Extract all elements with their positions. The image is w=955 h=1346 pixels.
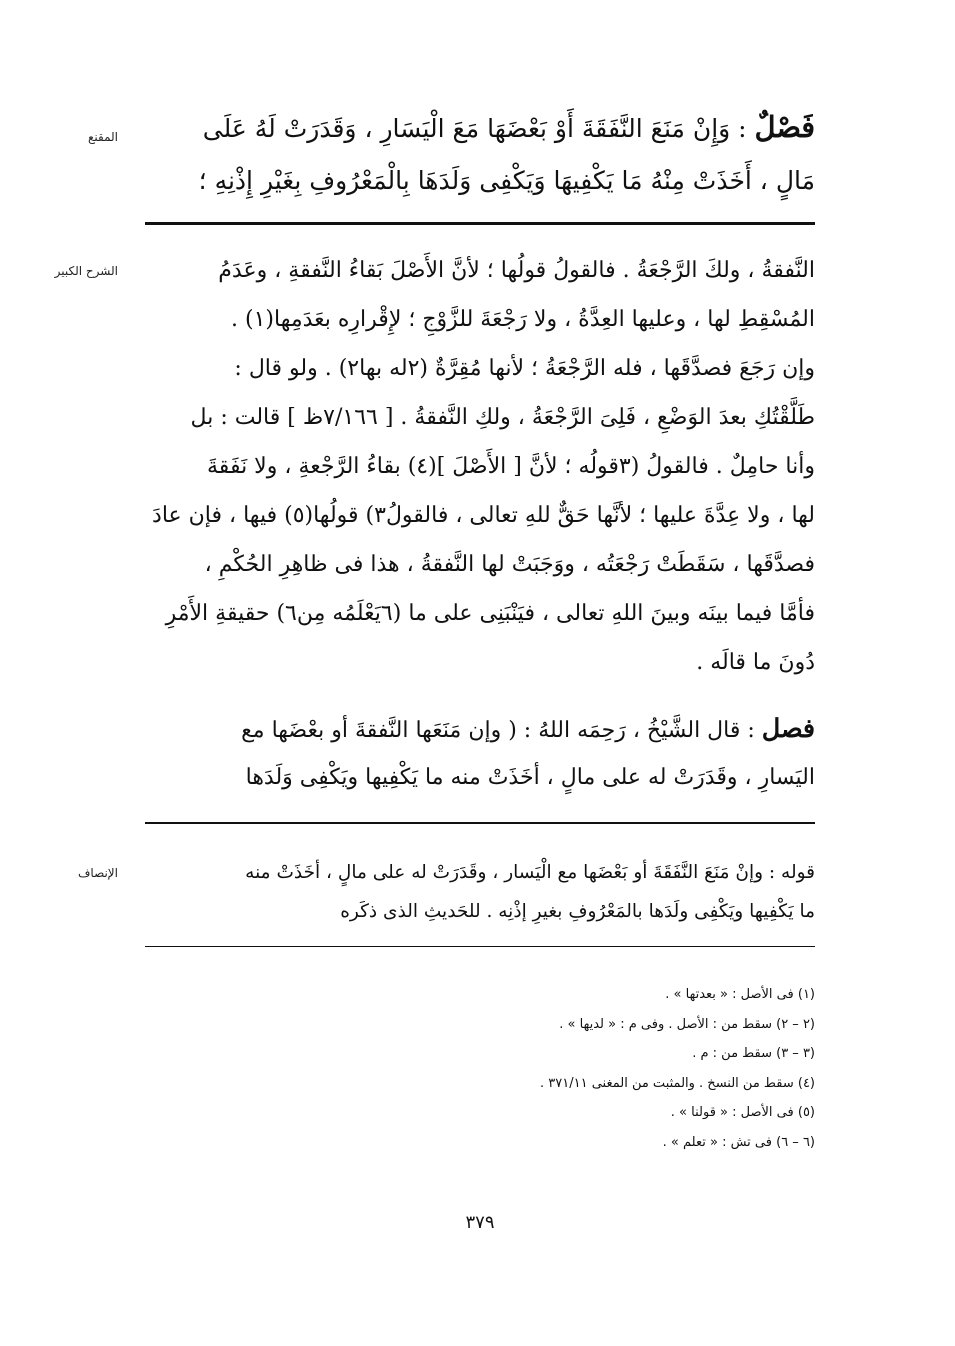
- sharh-fasl-line: اليَسارِ ، وقَدَرَتْ له على مالٍ ، أخَذَتْ منه ما يَكْفِيها ويَكْفِى وَلَدَها: [245, 765, 815, 790]
- insaf-line: ما يَكْفِيها ويَكْفِى ولَدَها بالمَعْرُوفِ بغيرِ إذْنِه . للحَديثِ الذى ذكَره: [340, 901, 815, 922]
- sharh-fasl: [140, 704, 815, 802]
- mugni-line: [140, 100, 815, 154]
- page-number: ٣٧٩: [465, 1212, 495, 1233]
- sharh-line: دُونَ ما قالَه .: [696, 650, 815, 675]
- mugni-line: مَالٍ ، أَخَذَتْ مِنْهُ مَا يَكْفِيهَا وَيَكْفِى وَلَدَهَا بِالْمَعْرُوفِ بِغَيْرِ إِذْنِهِ ؛: [198, 166, 815, 195]
- footnote: (١) فى الأصل : « بعدتها » .: [665, 987, 815, 1002]
- footnote: (٦ – ٦) فى تش : « تعلم » .: [662, 1134, 815, 1150]
- mugni-line-text: : وَإِنْ مَنَعَ النَّفَقَةَ أَوْ بَعْضَهَا مَعَ الْيَسَارِ ، وَقَدَرَتْ لَهُ عَلَى: [202, 114, 747, 143]
- footnotes: [330, 980, 815, 1157]
- sharh-fasl-line: [140, 704, 815, 753]
- sharh-line: فأمَّا فيما بينَه وبينَ اللهِ تعالى ، فيَنْبَنِى على ما (٦يَعْلَمُه مِن٦) حقيقةِ الأَمْرِ: [165, 601, 815, 626]
- mugni-text: [140, 100, 815, 208]
- insaf-line: قوله : وإنْ مَنَعَ النَّفَقَةَ أو بَعْضَها مع الْيَسار ، وقَدَرَتْ له على مالٍ ، أخَذَتْ منه: [245, 862, 815, 883]
- footnote: (٥) فى الأصل : « قولنا » .: [670, 1105, 815, 1120]
- side-label-sharh: الشرح الكبير: [54, 264, 118, 278]
- footnote: (٢ – ٢) سقط من : الأصل . وفى م : « لديها » .: [559, 1016, 815, 1032]
- footnote: (٣ – ٣) سقط من : م .: [692, 1046, 815, 1061]
- sharh-line: وإن رَجَعَ فصدَّقَها ، فله الرَّجْعَةُ ؛ لأنها مُقِرَّةٌ (٢له بها٢) . ولو قال :: [234, 356, 815, 381]
- sharh-text: [140, 246, 815, 687]
- footnote: (٤) سقط من النسخ . والمثبت من المغنى ٣٧١/١١ .: [540, 1075, 815, 1091]
- fasl-heading: فصل: [761, 713, 815, 743]
- sharh-line: طَلَّقْتُكِ بعدَ الوَضْعِ ، فَلِىَ الرَّجْعَةُ ، ولكِ النَّفقةُ . [ ٧/١٦٦ظ ] قالت : بل: [190, 405, 815, 430]
- sharh-fasl-text: : قال الشَّيْخُ ، رَحِمَه اللهُ : ( وإن مَنَعَها النَّفقةَ أو بعْضَها مع: [241, 718, 755, 743]
- sharh-line: وأنا حامِلٌ . فالقولُ (٣قولُه ؛ لأنَّ [ الأَصْلَ ](٤) بقاءُ الرَّجْعةِ ، ولا نَفَقةَ: [207, 454, 815, 479]
- sharh-line: لها ، ولا عِدَّةَ عليها ؛ لأنَّها حَقٌّ للهِ تعالى ، فالقولُ٣) قولُها(٥) فيها ، فإن عادَ: [152, 503, 815, 528]
- side-label-insaf: الإنصاف: [77, 866, 118, 880]
- sharh-line: فصدَّقَها ، سَقَطَتْ رَجْعَتُه ، ووَجَبَتْ لها النَّفقةُ ، هذا فى ظاهِرِ الحُكْمِ ،: [204, 552, 815, 577]
- sharh-line: المُسْقِطِ لها ، وعليها العِدَّةُ ، ولا رَجْعَةَ للزَّوْجِ ؛ لإِقْرارِه بعَدَمِها(١) .: [231, 307, 815, 332]
- section-divider-thick: [145, 222, 815, 225]
- fasl-heading: فَصْلٌ: [754, 110, 815, 144]
- side-label-mugni: المقنع: [87, 130, 118, 144]
- section-divider: [145, 822, 815, 824]
- sharh-line: النَّفقةُ ، ولكَ الرَّجْعَةُ . فالقولُ قولُها ؛ لأنَّ الأَصْلَ بَقاءُ النَّفقةِ ، وعَدَمُ: [218, 258, 815, 283]
- footnote-divider: [145, 946, 815, 947]
- insaf-text: [140, 853, 815, 931]
